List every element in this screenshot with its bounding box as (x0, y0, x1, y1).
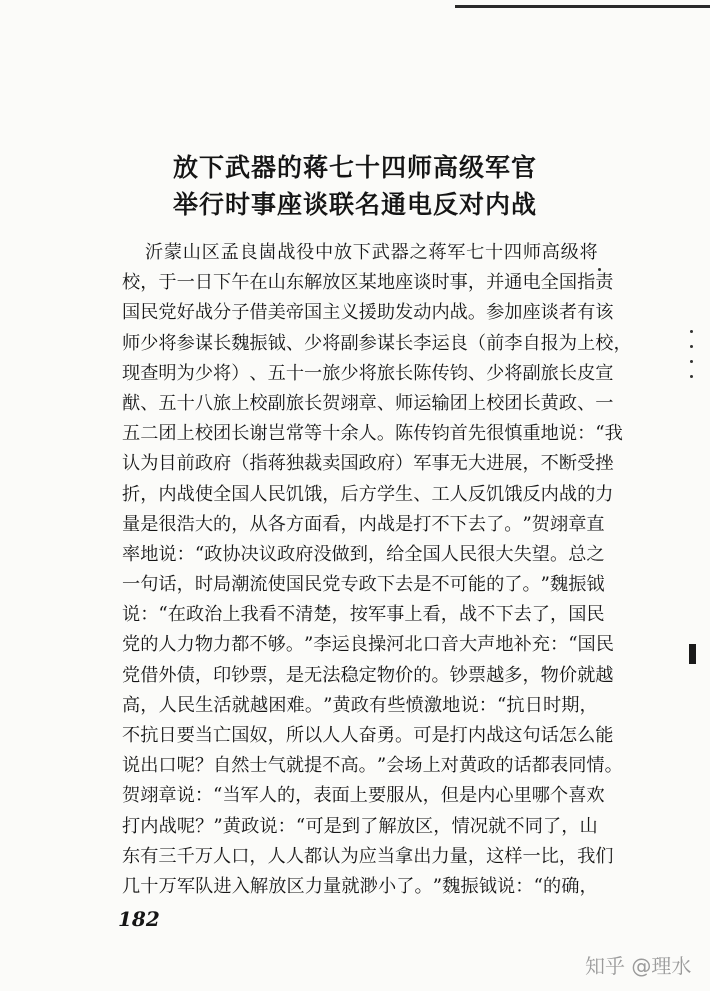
body-line: 党 借 外 债 ， 印 钞 票 ， 是 无 法 稳 定 物 价 的 。 钞 票 越 多 ， 物 价 就 越 (122, 664, 614, 686)
body-line: 沂 蒙 山 区 孟 良 崮 战 役 中 放 下 武 器 之 蒋 军 七 十 四 师 高 级 将 (145, 242, 598, 263)
body-line: 五 二 团 上 校 团 长 谢 岂 常 等 十 余 人 。 陈 传 钧 首 先 很 慎 重 地 说 ： “ 我 (122, 423, 623, 445)
margin-dots (690, 330, 694, 390)
body-line: 说 ： “ 在 政 治 上 我 看 不 清 楚 ， 按 军 事 上 看 ， 战 不 下 去 了 ， 国 民 (122, 604, 605, 626)
body-line: 量 是 很 浩 大 的 ， 从 各 方 面 看 ， 内 战 是 打 不 下 去 了 。 ” 贺 翊 章 直 (122, 513, 605, 535)
body-line: 贺 翊 章 说 ： “ 当 军 人 的 ， 表 面 上 要 服 从 ， 但 是 内 心 里 哪 个 喜 欢 (122, 785, 605, 807)
body-line: 打 内 战 呢 ？ ” 黄 政 说 ： “ 可 是 到 了 解 放 区 ， 情 况 就 不 同 了 ， 山 (122, 815, 598, 837)
headline-line-1: 放下武器的蒋七十四师高级军官 (172, 153, 537, 182)
top-rule (455, 5, 710, 8)
watermark: 知乎 @理水 (585, 954, 692, 978)
headline-line-2: 举行时事座谈联名通电反对内战 (172, 190, 537, 219)
article-body (122, 238, 632, 902)
body-line: 党 的 人 力 物 力 都 不 够 。 ” 李 运 良 操 河 北 口 音 大 声 地 补 充 ： “ 国 民 (122, 634, 614, 656)
page-number: 182 (118, 907, 160, 931)
body-line: 认 为 目 前 政 府 （ 指 蒋 独 裁 卖 国 政 府 ） 军 事 无 大 进 展 ， 不 断 受 挫 (122, 453, 614, 475)
body-line: 高 ， 人 民 生 活 就 越 困 难 。 ” 黄 政 有 些 愤 激 地 说 ： “ 抗 日 时 期 ， (122, 694, 598, 716)
body-line: 率 地 说 ： “ 政 协 决 议 政 府 没 做 到 ， 给 全 国 人 民 很 大 失 望 。 总 之 (122, 543, 605, 565)
body-line: 一 句 话 ， 时 局 潮 流 使 国 民 党 专 政 下 去 是 不 可 能 的 了 。 ” 魏 振 钺 (122, 574, 605, 596)
body-line: 师 少 将 参 谋 长 魏 振 钺 、 少 将 副 参 谋 长 李 运 良 （ 前 李 自 报 为 上 校 ， (122, 332, 632, 354)
body-line: 东 有 三 千 万 人 口 ， 人 人 都 认 为 应 当 拿 出 力 量 ， 这 样 一 比 ， 我 们 (122, 845, 614, 867)
body-line: 折 ， 内 战 使 全 国 人 民 饥 饿 ， 后 方 学 生 、 工 人 反 饥 饿 反 内 战 的 力 (122, 483, 614, 505)
margin-bar (689, 644, 696, 664)
body-line: 说 出 口 呢 ？ 自 然 士 气 就 提 不 高 。 ” 会 场 上 对 黄 政 的 话 都 表 同 情 。 (122, 755, 623, 777)
body-line: 猷 、 五 十 八 旅 上 校 副 旅 长 贺 翊 章 、 师 运 输 团 上 校 团 长 黄 政 、 一 (122, 392, 614, 414)
body-line: 几 十 万 军 队 进 入 解 放 区 力 量 就 渺 小 了 。 ” 魏 振 钺 说 ： “ 的 确 ， (122, 875, 598, 897)
body-line: 国 民 党 好 战 分 子 借 美 帝 国 主 义 援 助 发 动 内 战 。 参 加 座 谈 者 有 该 (122, 302, 614, 324)
body-line: 校 ， 于 一 日 下 午 在 山 东 解 放 区 某 地 座 谈 时 事 ， 并 通 电 全 国 指 责 (122, 272, 614, 294)
body-line: 不 抗 日 要 当 亡 国 奴 ， 所 以 人 人 奋 勇 。 可 是 打 内 战 这 句 话 怎 么 能 (122, 725, 614, 746)
body-line: 现 查 明 为 少 将 ） 、 五 十 一 旅 少 将 旅 长 陈 传 钧 、 少 将 副 旅 长 皮 宣 (122, 362, 614, 384)
